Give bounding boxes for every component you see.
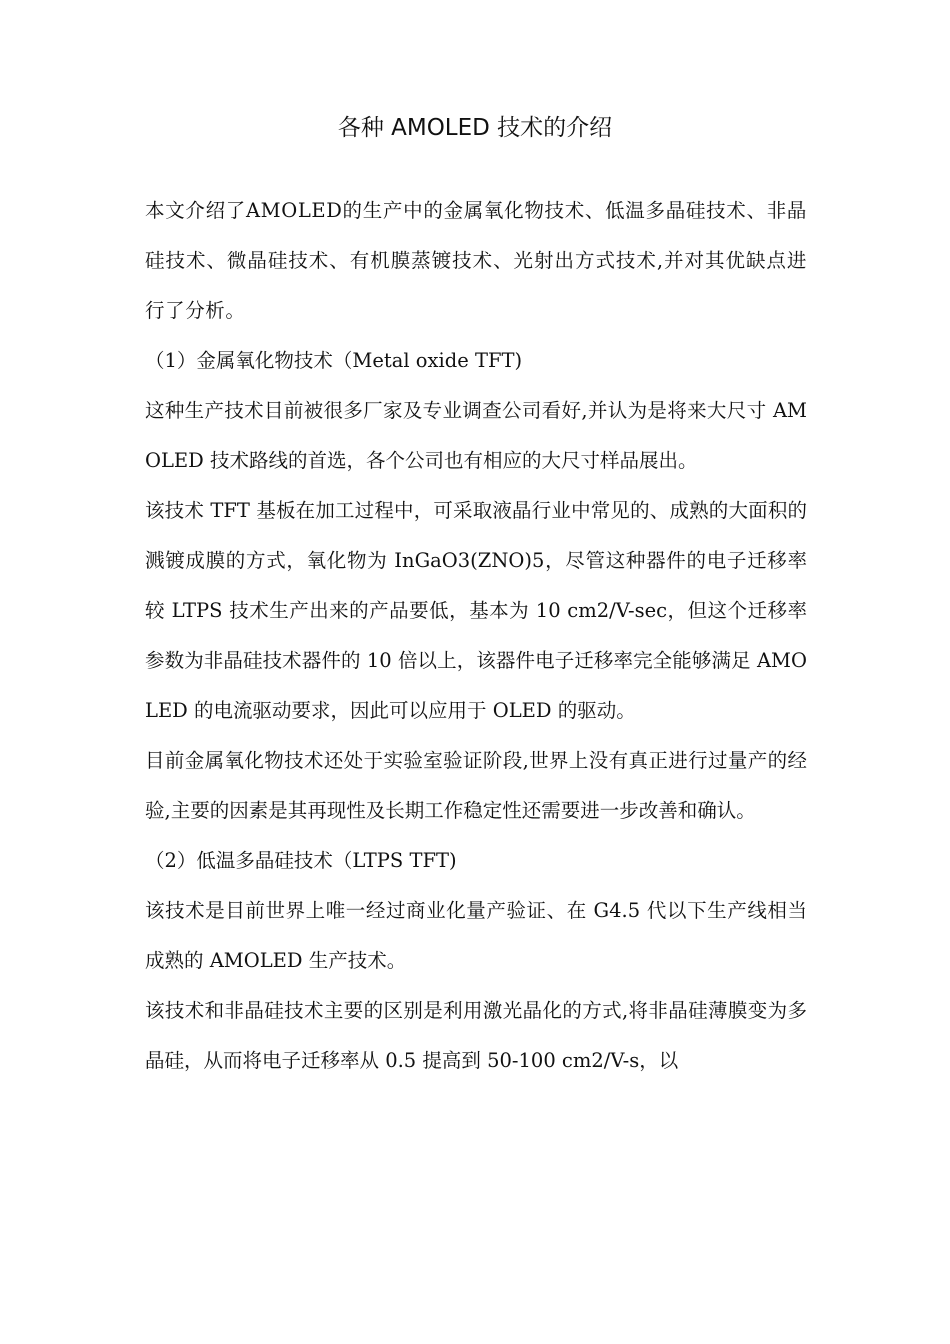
body-paragraph: 该技术 TFT 基板在加工过程中，可采取液晶行业中常见的、成熟的大面积的溅镀成膜的方式，氧化物为 InGaO3(ZNO)5，尽管这种器件的电子迁移率较 LTPS 技术生产出来的产品要低，基本为 10 cm2/V-sec，但这个迁移率参数为非晶硅技术器件的 10 倍以上，该器件电子迁移率完全能够满足 AMOLED 的电流驱动要求，因此可以应用于 OLED 的驱动。	[145, 499, 807, 722]
document-title: 各种 AMOLED 技术的介绍	[337, 115, 613, 141]
body-paragraph: 该技术和非晶硅技术主要的区别是利用激光晶化的方式,将非晶硅薄膜变为多晶硅，从而将电子迁移率从 0.5 提高到 50-100 cm2/V-s，以	[145, 999, 807, 1072]
document-body	[145, 186, 807, 1086]
intro-paragraph: 本文介绍了AMOLED的生产中的金属氧化物技术、低温多晶硅技术、非晶硅技术、微晶硅技术、有机膜蒸镀技术、光射出方式技术,并对其优缺点进行了分析。	[145, 199, 807, 322]
section-heading-metal-oxide: （1）金属氧化物技术（Metal oxide TFT)	[145, 349, 523, 372]
body-paragraph: 目前金属氧化物技术还处于实验室验证阶段,世界上没有真正进行过量产的经验,主要的因素是其再现性及长期工作稳定性还需要进一步改善和确认。	[145, 749, 807, 822]
body-paragraph: 该技术是目前世界上唯一经过商业化量产验证、在 G4.5 代以下生产线相当成熟的 AMOLED 生产技术。	[145, 899, 807, 972]
body-paragraph: 这种生产技术目前被很多厂家及专业调查公司看好,并认为是将来大尺寸 AMOLED 技术路线的首选，各个公司也有相应的大尺寸样品展出。	[145, 399, 807, 472]
section-heading-ltps: （2）低温多晶硅技术（LTPS TFT)	[145, 849, 457, 872]
